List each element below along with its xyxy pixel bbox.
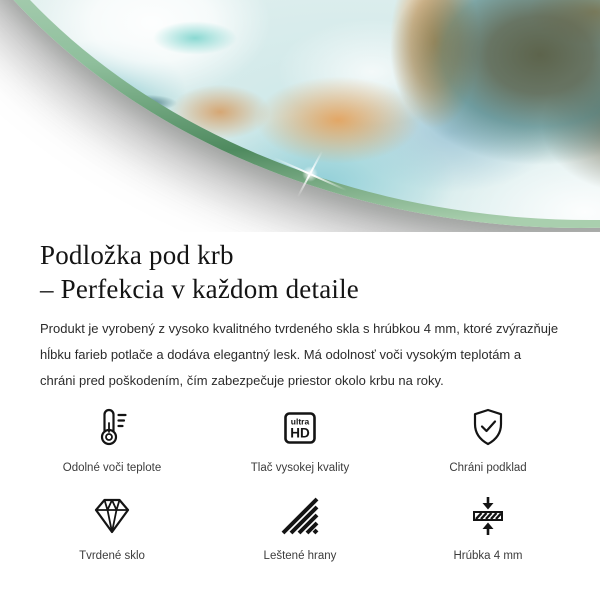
page-title-line2: – Perfekcia v každom detaile (40, 274, 359, 304)
feature-tempered-glass (18, 494, 206, 564)
feature-label: Hrúbka 4 mm (453, 550, 523, 562)
diamond-icon (90, 494, 134, 538)
feature-label: Odolné voči teplote (62, 462, 162, 474)
thickness-icon (466, 494, 510, 538)
product-description: Produkt je vyrobený z vysoko kvalitného tvrdeného skla s hrúbkou 4 mm, ktoré zvýrazňuje hĺbku farieb potlače a dodáva elegantný lesk. Má odolnosť voči vysokým teplotám a chráni pred poškodením, čím zabezpečuje priestor okolo krbu na roky. (40, 321, 559, 388)
marble-glass-surface (0, 0, 600, 220)
feature-label: Leštené hrany (263, 550, 337, 562)
hero-product-image (0, 0, 600, 232)
page-title-line1: Podložka pod krb (40, 240, 234, 270)
feature-protects-floor (394, 406, 582, 476)
feature-grid (18, 406, 582, 564)
feature-thickness (394, 494, 582, 564)
feature-label: Chráni podklad (449, 462, 527, 474)
page-title (40, 238, 560, 306)
feature-heat-resistant (18, 406, 206, 476)
feature-label: Tvrdené sklo (79, 550, 145, 562)
shield-check-icon (466, 406, 510, 450)
ultra-hd-icon (278, 406, 322, 450)
hd-text: HD (290, 425, 310, 441)
feature-label: Tlač vysokej kvality (250, 462, 350, 474)
ultra-text: ultra (290, 416, 310, 427)
feature-print-quality (206, 406, 394, 476)
thermometer-icon (90, 406, 134, 450)
polished-edges-icon (278, 494, 322, 538)
feature-polished-edges (206, 494, 394, 564)
